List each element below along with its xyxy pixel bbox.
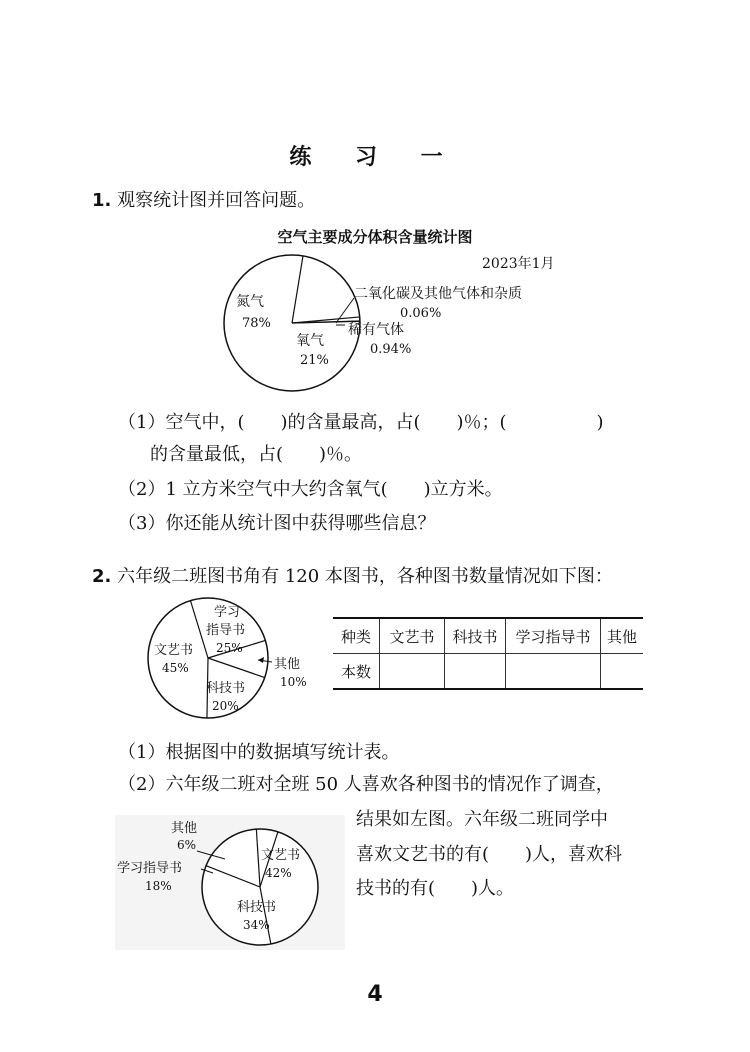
chart-1-date: 2023年1月	[482, 256, 555, 272]
statistics-table	[333, 617, 643, 690]
question-2-text: 六年级二班图书角有 120 本图书，各种图书数量情况如下图：	[117, 566, 613, 587]
table-header: 种类	[333, 618, 380, 654]
question-2-number: 2.	[92, 566, 112, 587]
question-1	[92, 186, 315, 212]
question-2-sub2-line2: 结果如左图。六年级二班同学中	[356, 809, 608, 830]
question-2-sub1: （1）根据图中的数据填写统计表。	[118, 742, 400, 763]
value-literature-3: 42%	[265, 866, 292, 880]
value-study-guide: 25%	[216, 641, 243, 655]
question-1-sub1-line1: （1）空气中，( )的含量最高，占( )％；( )	[118, 412, 604, 433]
answer-cell-other[interactable]	[601, 654, 644, 690]
table-header: 学习指导书	[506, 618, 601, 654]
value-oxygen: 21%	[300, 353, 329, 368]
label-study-guide-2: 指导书	[206, 623, 246, 638]
table-header: 文艺书	[380, 618, 445, 654]
label-literature: 文艺书	[154, 643, 194, 658]
value-other: 10%	[280, 675, 307, 689]
label-science-3: 科技书	[237, 900, 277, 915]
question-2-sub2-line3: 喜欢文艺书的有( )人，喜欢科	[356, 844, 623, 865]
table-header-row	[333, 618, 643, 654]
label-study-guide-3: 学习指导书	[117, 861, 183, 876]
table-header: 其他	[601, 618, 644, 654]
label-oxygen: 氧气	[296, 333, 324, 349]
question-1-sub1-line2: 的含量最低，占( )％。	[150, 444, 363, 465]
question-2-sub2-line1: （2）六年级二班对全班 50 人喜欢各种图书的情况作了调查，	[118, 774, 614, 795]
page-number: 4	[367, 982, 383, 1007]
pie-2-slices	[148, 598, 268, 718]
value-science-3: 34%	[243, 918, 270, 932]
label-study-guide-1: 学习	[214, 605, 241, 620]
label-science: 科技书	[206, 681, 246, 696]
value-science: 20%	[212, 699, 239, 713]
question-2	[92, 562, 613, 588]
value-other-3: 6%	[177, 838, 197, 852]
value-literature: 45%	[162, 661, 189, 675]
books-pie-chart	[140, 592, 320, 722]
answer-cell-study-guide[interactable]	[506, 654, 601, 690]
table-row-label: 本数	[333, 654, 380, 690]
question-1-number: 1.	[92, 190, 112, 211]
question-1-sub2: （2）1 立方米空气中大约含氧气( )立方米。	[118, 479, 503, 500]
label-other: 其他	[274, 657, 301, 672]
table-row	[333, 654, 643, 690]
table-header: 科技书	[445, 618, 506, 654]
value-study-guide-3: 18%	[145, 879, 172, 893]
chart-1-title: 空气主要成分体积含量统计图	[277, 228, 473, 246]
page-title: 练 习 一	[289, 145, 461, 170]
question-2-sub2-line4: 技书的有( )人。	[356, 878, 515, 899]
answer-cell-literature[interactable]	[380, 654, 445, 690]
answer-cell-science[interactable]	[445, 654, 506, 690]
question-1-sub3: （3）你还能从统计图中获得哪些信息？	[118, 513, 436, 534]
label-literature-3: 文艺书	[261, 848, 301, 863]
survey-pie-chart	[115, 815, 345, 950]
value-rare-gas: 0.94%	[370, 342, 412, 357]
value-co2-other: 0.06%	[400, 306, 442, 321]
label-co2-other: 二氧化碳及其他气体和杂质	[354, 286, 522, 302]
value-nitrogen: 78%	[242, 316, 271, 331]
label-rare-gas: 稀有气体	[348, 322, 404, 338]
air-composition-pie-chart	[220, 248, 590, 398]
label-nitrogen: 氮气	[236, 294, 264, 310]
question-1-text: 观察统计图并回答问题。	[117, 190, 316, 211]
label-other-3: 其他	[171, 821, 198, 836]
